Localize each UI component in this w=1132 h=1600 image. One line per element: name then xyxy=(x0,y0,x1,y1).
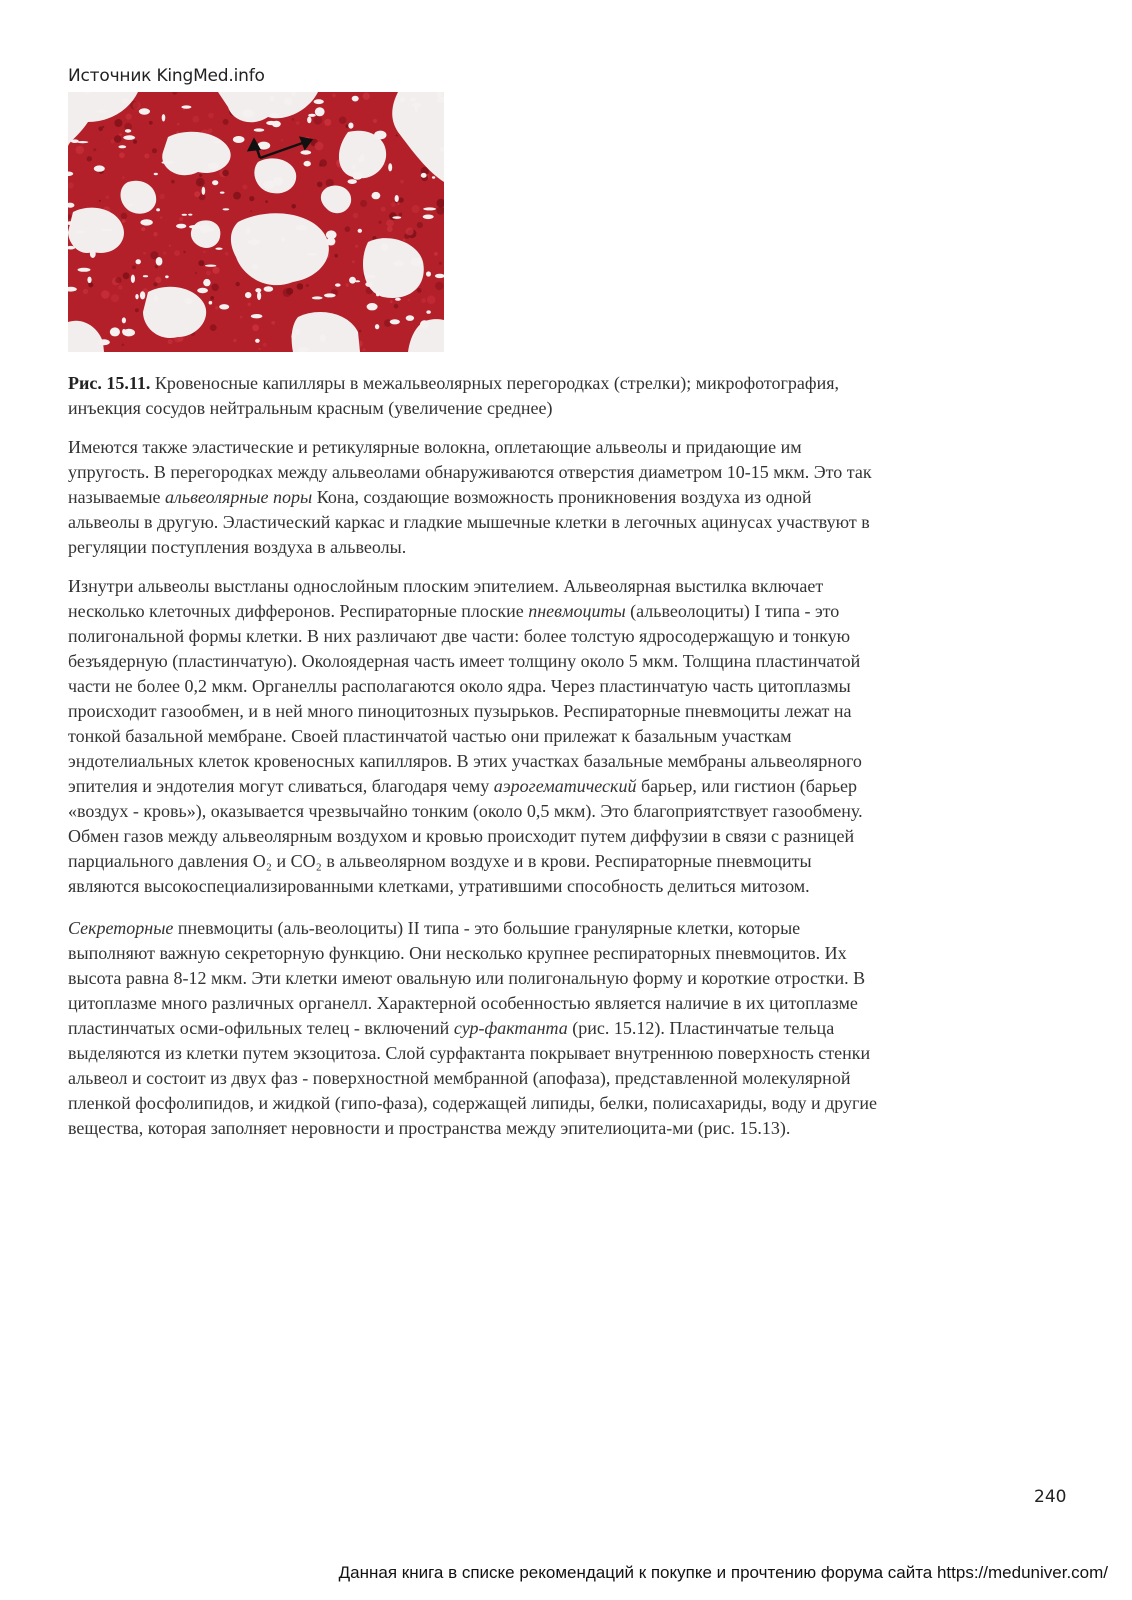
text-line: Обмен газов между альвеолярным воздухом и кровью происходит путем диффузии в связи с разницей xyxy=(68,826,855,846)
italic-term: пневмоциты xyxy=(528,601,626,621)
text-line: несколько клеточных дифферонов. Респираторные плоские пневмоциты (альвеолоциты) I типа - это xyxy=(68,601,840,621)
text-line: упругость. В перегородках между альвеолами обнаруживаются отверстия диаметром 10-15 мкм. Это так xyxy=(68,462,872,482)
text-line: происходит газообмен, и в ней много пиноцитозных пузырьков. Респираторные пневмоциты лежат на xyxy=(68,701,852,721)
paragraph-respiratory-pneumocytes xyxy=(68,574,1068,899)
text-line: эпителия и эндотелия могут сливаться, благодаря чему аэрогематический барьер, или гистион (барьер xyxy=(68,776,858,796)
text-line: «воздух - кровь»), оказывается чрезвычайно тонким (около 0,5 мкм). Это благоприятствует газообмену. xyxy=(68,801,863,821)
text-line: регуляции поступления воздуха в альвеолы. xyxy=(68,537,407,557)
text-line: Секреторные пневмоциты (аль-веолоциты) II типа - это большие гранулярные клетки, которые xyxy=(68,918,801,938)
text-line: цитоплазме много различных органелл. Характерной особенностью является наличие в их цитоплазме xyxy=(68,993,858,1013)
text-line: выполняют важную секреторную функцию. Они несколько крупнее респираторных пневмоцитов. Их xyxy=(68,943,847,963)
text-line: альвеолы в другую. Эластический каркас и гладкие мышечные клетки в легочных ацинусах участвуют в xyxy=(68,512,870,532)
figure-caption-text: Кровеносные капилляры в межальвеолярных перегородках (стрелки); микрофотография, xyxy=(150,373,839,393)
micrograph-image xyxy=(68,92,444,352)
text-line: выделяются из клетки путем экзоцитоза. Слой сурфактанта покрывает внутреннюю поверхность стенки xyxy=(68,1043,871,1063)
italic-term: Секреторные xyxy=(68,918,174,938)
figure-caption-text-2: инъекция сосудов нейтральным красным (увеличение среднее) xyxy=(68,398,553,418)
text-line: альвеол и состоит из двух фаз - поверхностной мембранной (апофаза), представленной молекулярной xyxy=(68,1068,851,1088)
text-line: пластинчатых осми-офильных телец - включений сур-фактанта (рис. 15.12). Пластинчатые тельца xyxy=(68,1018,835,1038)
text-line: называемые альвеолярные поры Кона, создающие возможность проникновения воздуха из одной xyxy=(68,487,812,507)
text-line: Имеются также эластические и ретикулярные волокна, оплетающие альвеолы и придающие им xyxy=(68,437,802,457)
text-line: полигональной формы клетки. В них различают две части: более толстую ядросодержащую и тонкую xyxy=(68,626,851,646)
text-line: эндотелиальных клеток кровеносных капилляров. В этих участках базальные мембраны альвеолярного xyxy=(68,751,862,771)
text-line: пленкой фосфолипидов, и жидкой (гипо-фаза), содержащей липиды, белки, полисахариды, воду и другие xyxy=(68,1093,878,1113)
text-line: парциального давления O₂ и CO₂ в альвеолярном воздухе и в крови. Респираторные пневмоциты xyxy=(68,851,812,871)
paragraph-elastic-fibers xyxy=(68,435,1068,560)
text-line: безъядерную (пластинчатую). Околоядерная часть имеет толщину около 5 мкм. Толщина пластинчатой xyxy=(68,651,861,671)
italic-term: альвеолярные поры xyxy=(165,487,313,507)
italic-term: сур-фактанта xyxy=(453,1018,568,1038)
text-line: высота равна 8-12 мкм. Эти клетки имеют овальную или полигональную форму и короткие отростки. В xyxy=(68,968,866,988)
text-line: части не более 0,2 мкм. Органеллы располагаются около ядра. Через пластинчатую часть цитоплазмы xyxy=(68,676,851,696)
text-line: Изнутри альвеолы выстланы однослойным плоским эпителием. Альвеолярная выстилка включает xyxy=(68,576,824,596)
source-header: Источник KingMed.info xyxy=(68,66,265,86)
text-line: являются высокоспециализированными клетками, утратившими способность делиться митозом. xyxy=(68,876,810,896)
figure-caption xyxy=(68,371,1058,421)
text-line: вещества, которая заполняет неровности и пространства между эпителиоцита-ми (рис. 15.13). xyxy=(68,1118,791,1138)
figure-caption-label: Рис. 15.11. xyxy=(68,373,151,393)
page-number: 240 xyxy=(1034,1487,1067,1507)
footer-note: Данная книга в списке рекомендаций к покупке и прочтению форума сайта https://meduniver.com/ xyxy=(338,1563,1108,1582)
text-line: тонкой базальной мембране. Своей пластинчатой частью они прилежат к базальным участкам xyxy=(68,726,792,746)
italic-term: аэрогематический xyxy=(493,776,637,796)
paragraph-secretory-pneumocytes xyxy=(68,916,1068,1141)
